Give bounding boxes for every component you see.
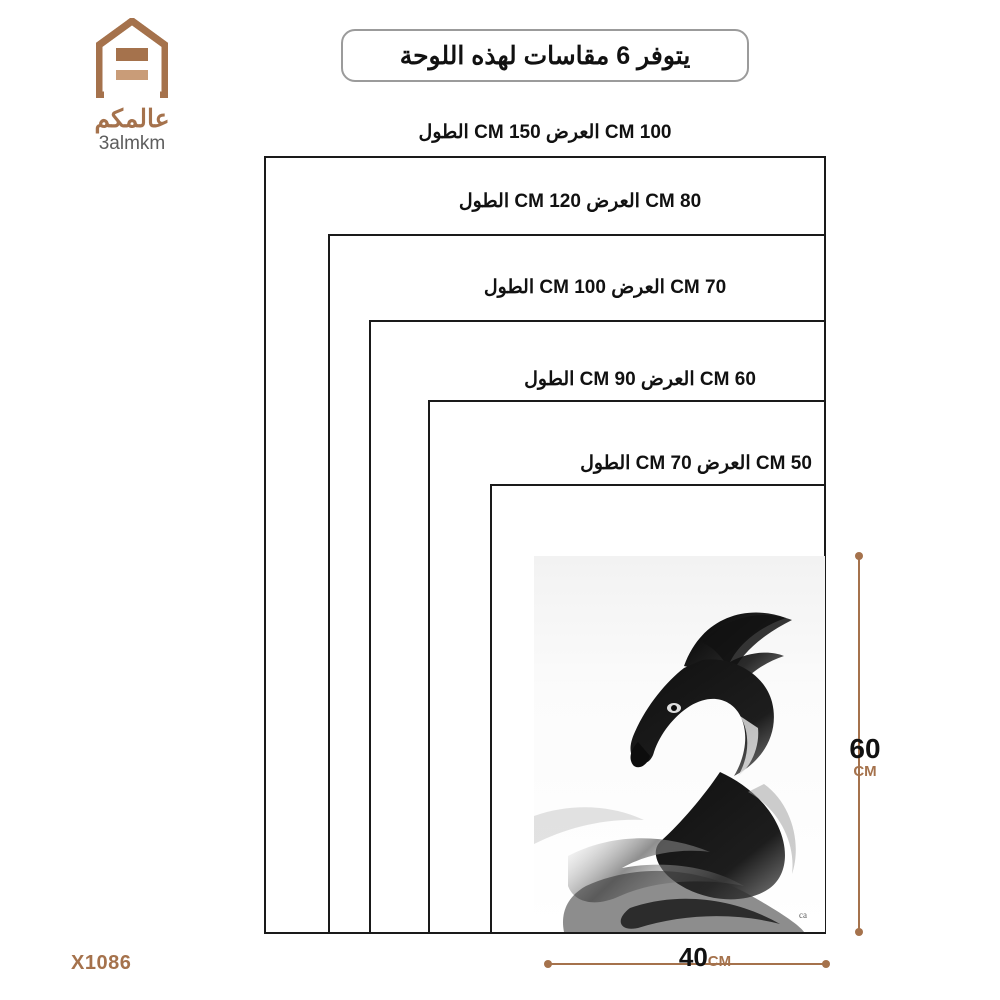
size-label-90x60: 60 CM العرض 90 CM الطول <box>524 369 756 390</box>
product-sku: X1086 <box>71 952 132 974</box>
horizontal-dimension-unit: CM <box>707 953 732 970</box>
vertical-dimension-unit: CM <box>853 763 877 780</box>
brand-name-arabic: عالمكم <box>94 105 170 133</box>
horizontal-dimension-label <box>640 942 770 973</box>
size-label-70x50: 50 CM العرض 70 CM الطول <box>580 453 812 474</box>
header-title: يتوفر 6 مقاسات لهذه اللوحة <box>399 41 691 70</box>
header-banner <box>341 29 749 82</box>
size-label-120x80: 80 CM العرض 120 CM الطول <box>458 191 702 212</box>
horizontal-dimension-value: 40 <box>678 942 708 972</box>
brand-logo <box>52 18 212 155</box>
artwork-preview <box>534 556 825 932</box>
house-icon <box>96 18 168 98</box>
vertical-dimension-value: 60 <box>849 733 881 764</box>
brand-name-latin: 3almkm <box>98 132 166 154</box>
artwork-signature: ca <box>799 910 807 920</box>
vertical-dimension-label <box>840 735 890 781</box>
size-label-100x70: 70 CM العرض 100 CM الطول <box>483 277 727 298</box>
size-label-150x100: 100 CM العرض 150 CM الطول <box>418 122 672 143</box>
